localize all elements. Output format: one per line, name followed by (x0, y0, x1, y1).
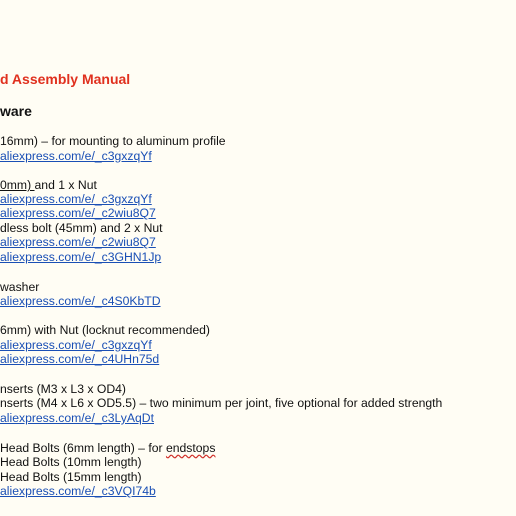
text-line: Head Bolts (15mm length) (0, 470, 142, 484)
text-fragment: Head Bolts (6mm length) – for (0, 441, 166, 455)
text-line: nserts (M4 x L6 x OD5.5) – two minimum per joint, five optional for added strength (0, 396, 443, 410)
text-fragment: and 1 x Nut (34, 178, 97, 192)
text-line: dless bolt (45mm) and 2 x Nut (0, 221, 163, 235)
section-heading-hardware: ware (0, 103, 32, 119)
document-title: d Assembly Manual (0, 71, 131, 87)
text-line: 16mm) – for mounting to aluminum profile (0, 134, 226, 148)
aliexpress-link[interactable]: aliexpress.com/e/_c4UHn75d (0, 352, 160, 366)
text-line (0, 441, 215, 456)
text-line: nserts (M3 x L3 x OD4) (0, 382, 126, 396)
spellcheck-word: endstops (165, 441, 216, 455)
text-line (0, 178, 97, 193)
text-fragment: 0mm) (0, 178, 35, 192)
text-line: washer (0, 280, 40, 294)
aliexpress-link[interactable]: aliexpress.com/e/_c3VQI74b (0, 484, 156, 498)
text-line: Head Bolts (10mm length) (0, 455, 142, 469)
aliexpress-link[interactable]: aliexpress.com/e/_c3gxzqYf (0, 149, 152, 163)
aliexpress-link[interactable]: aliexpress.com/e/_c3GHN1Jp (0, 250, 162, 264)
aliexpress-link[interactable]: aliexpress.com/e/_c2wiu8Q7 (0, 206, 156, 220)
aliexpress-link[interactable]: aliexpress.com/e/_c3gxzqYf (0, 192, 152, 206)
text-line: 6mm) with Nut (locknut recommended) (0, 323, 210, 337)
aliexpress-link[interactable]: aliexpress.com/e/_c4S0KbTD (0, 294, 161, 308)
aliexpress-link[interactable]: aliexpress.com/e/_c2wiu8Q7 (0, 235, 156, 249)
aliexpress-link[interactable]: aliexpress.com/e/_c3LyAqDt (0, 411, 154, 425)
aliexpress-link[interactable]: aliexpress.com/e/_c3gxzqYf (0, 338, 152, 352)
